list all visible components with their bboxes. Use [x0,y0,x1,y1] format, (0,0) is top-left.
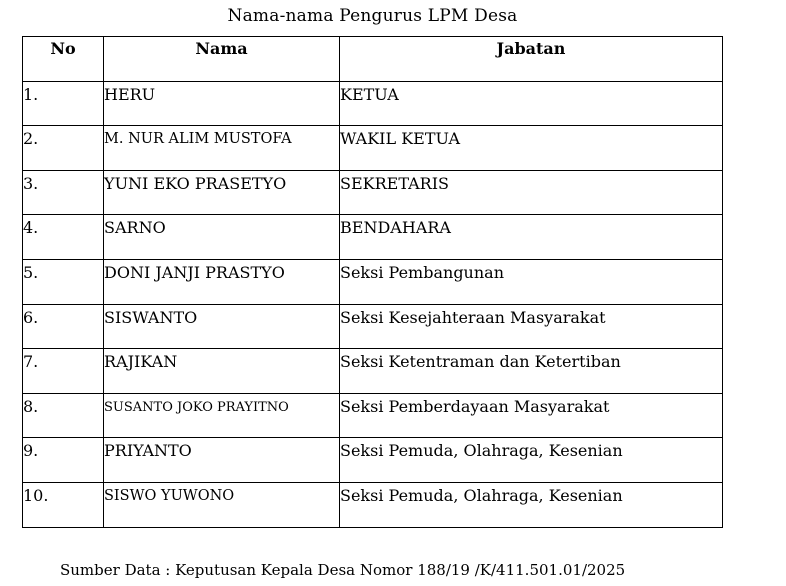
header-jabatan: Jabatan [340,37,723,82]
table-row [23,215,723,260]
row-number: 4. [23,215,104,260]
table-row [23,393,723,438]
row-jabatan: Seksi Kesejahteraan Masyarakat [340,304,723,349]
source-note: Sumber Data : Keputusan Kepala Desa Nomor 188/19 /K/411.501.01/2025 [60,561,626,579]
row-number: 3. [23,170,104,215]
table-row [23,438,723,483]
row-number: 10. [23,482,104,527]
table-row [23,170,723,215]
row-nama: RAJIKAN [104,349,340,394]
row-nama: SISWO YUWONO [104,482,340,527]
row-nama: SUSANTO JOKO PRAYITNO [104,393,340,438]
row-jabatan: Seksi Pemuda, Olahraga, Kesenian [340,438,723,483]
row-nama: YUNI EKO PRASETYO [104,170,340,215]
row-nama: PRIYANTO [104,438,340,483]
row-jabatan: KETUA [340,81,723,126]
row-jabatan: BENDAHARA [340,215,723,260]
header-nama: Nama [104,37,340,82]
row-number: 6. [23,304,104,349]
table-row [23,349,723,394]
row-nama: SISWANTO [104,304,340,349]
row-jabatan: Seksi Pemberdayaan Masyarakat [340,393,723,438]
row-number: 1. [23,81,104,126]
row-jabatan: WAKIL KETUA [340,126,723,171]
header-no: No [23,37,104,82]
row-nama: DONI JANJI PRASTYO [104,259,340,304]
pengurus-table [22,36,723,528]
row-number: 7. [23,349,104,394]
table-row [23,304,723,349]
row-nama: M. NUR ALIM MUSTOFA [104,126,340,171]
document-title: Nama-nama Pengurus LPM Desa [227,6,518,26]
row-jabatan: SEKRETARIS [340,170,723,215]
row-nama: SARNO [104,215,340,260]
row-number: 5. [23,259,104,304]
row-number: 9. [23,438,104,483]
row-number: 8. [23,393,104,438]
row-jabatan: Seksi Ketentraman dan Ketertiban [340,349,723,394]
table-row [23,126,723,171]
row-jabatan: Seksi Pembangunan [340,259,723,304]
row-jabatan: Seksi Pemuda, Olahraga, Kesenian [340,482,723,527]
table-row [23,482,723,527]
table-row [23,259,723,304]
row-nama: HERU [104,81,340,126]
row-number: 2. [23,126,104,171]
table-row [23,81,723,126]
table-header-row [23,37,723,82]
